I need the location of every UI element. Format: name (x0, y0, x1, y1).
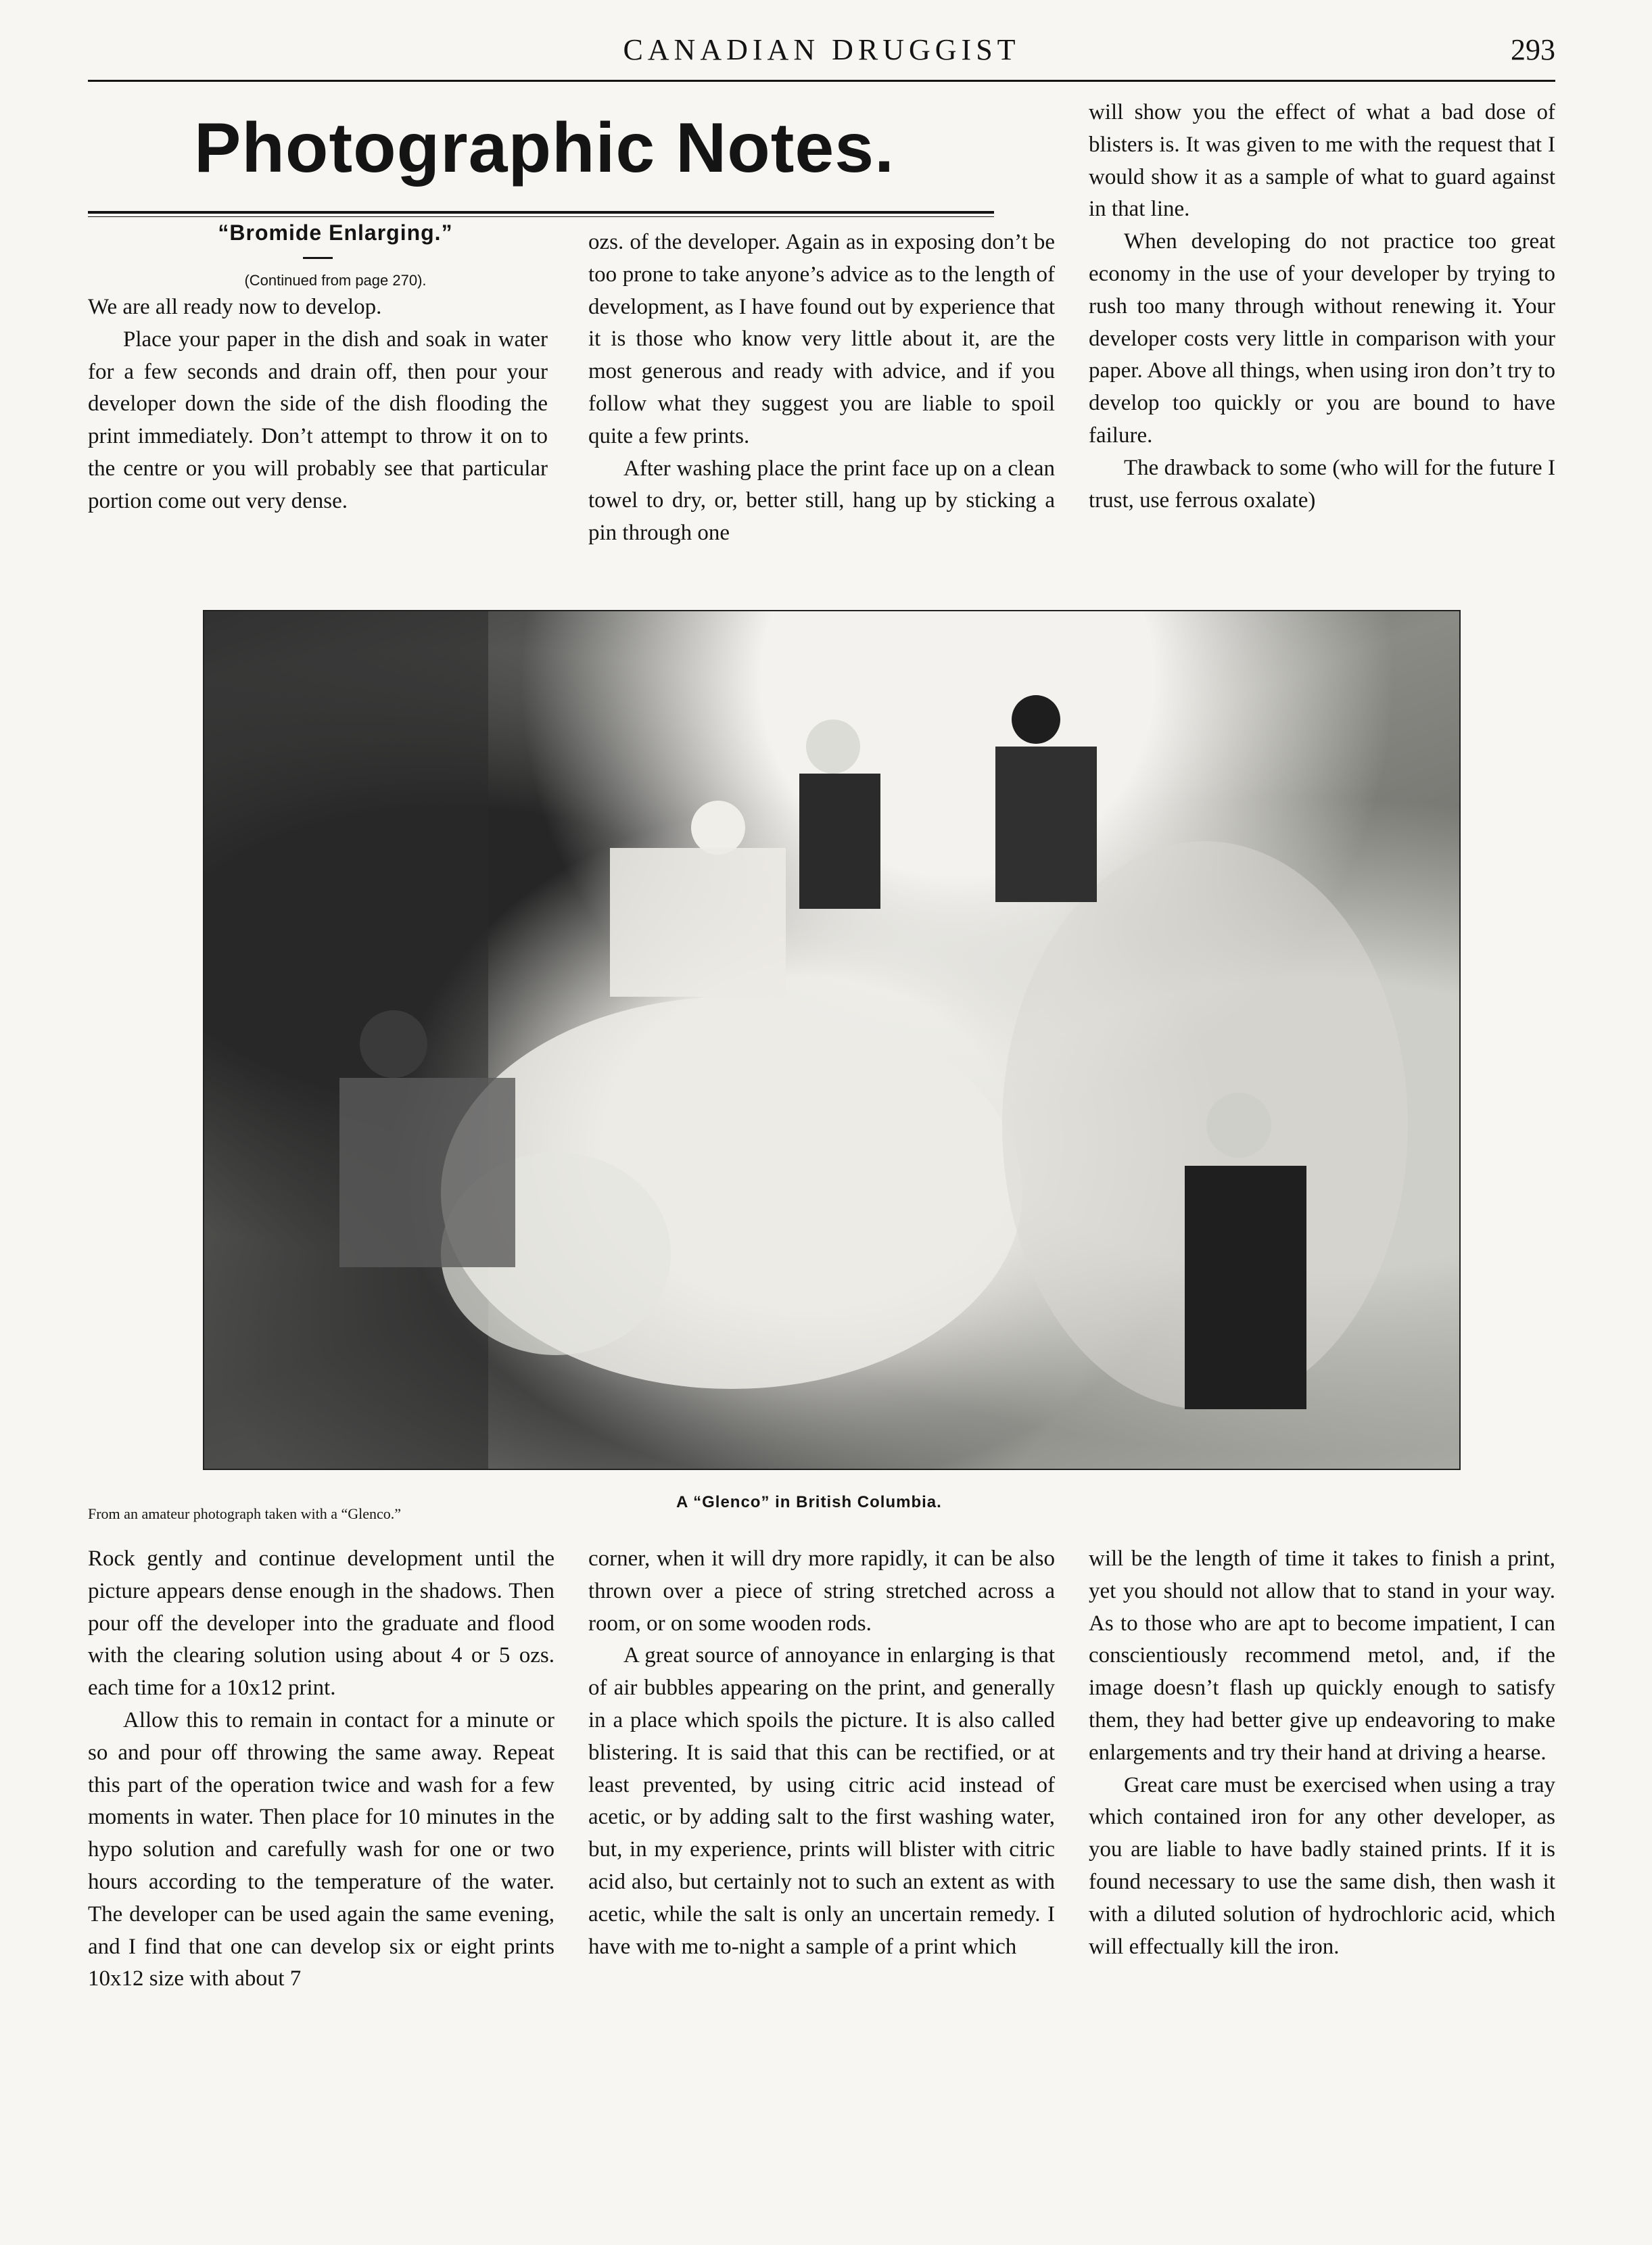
header-rule (88, 80, 1555, 82)
paragraph: will show you the effect of what a bad dose of blisters is. It was given to me with the request that I would show it as a sample of what to guard against in that line. (1089, 100, 1555, 222)
page-number: 293 (1511, 33, 1555, 66)
headline-rule (88, 211, 994, 214)
continued-note: (Continued from page 270). (244, 272, 427, 289)
running-header (88, 32, 1555, 73)
column-2-top (588, 227, 1055, 550)
paragraph: Great care must be exercised when using a tray which contained iron for any other developer, as you are liable to have badly stained prints. If it is found necessary to use the same dish, then wash it with a diluted solution of hydrochloric acid, which will effectually kill the iron. (1089, 1772, 1555, 1959)
halftone-photograph (203, 610, 1461, 1470)
column-3-bottom (1089, 1543, 1555, 1963)
column-2-bottom (588, 1543, 1055, 1963)
paragraph: corner, when it will dry more rapidly, it can be also thrown over a piece of string stretched across a room, or on some wooden rods. (588, 1546, 1055, 1636)
column-1-top (88, 218, 548, 518)
paragraph: Allow this to remain in contact for a minute or so and pour off throwing the same away. Repeat this part of the operation twice and wash for a few moments in water. Then place for 10 minutes in the hypo solution and carefully wash for one or two hours according to the temperature of the water. The developer can be used again the same evening, and I find that one can develop six or eight prints 10x12 size with about 7 (88, 1707, 554, 1991)
paragraph: ozs. of the developer. Again as in exposing don’t be too prone to take anyone’s advice as to the length of development, as I have found out by experience that it is those who know very little about it, are the most generous and ready with advice, and if you follow what they suggest you are liable to spoil quite a few prints. (588, 230, 1056, 448)
paragraph: After washing place the print face up on a clean towel to dry, or, better still, hang up by sticking a pin through one (588, 456, 1055, 546)
headline-rule-thin (88, 216, 994, 217)
column-1-bottom (88, 1543, 554, 1995)
paragraph: A great source of annoyance in enlarging is that of air bubbles appearing on the print, and generally in a place which spoils the picture. It is also called blistering. It is said that this can be rectified, or at least prevented, by using citric acid instead of acetic, or by adding salt to the first washing water, but, in my experience, prints will blister with citric acid also, but certainly not to such an extent as with acetic, while the salt is only an uncertain remedy. I have with me to-night a sample of a print which (588, 1643, 1055, 1959)
page-title: Photographic Notes. (194, 109, 895, 187)
figure-caption: A “Glenco” in British Columbia. (676, 1493, 942, 1511)
paragraph: will be the length of time it takes to finish a print, yet you should not allow that to stand in your way. As to those who are apt to become impatient, I can conscientiously recommend metol, and, if the image doesn’t flash up quickly enough to satisfy them, they had better give up endeavoring to make enlargements and try their hand at driving a hearse. (1089, 1546, 1555, 1765)
paragraph: We are all ready now to develop. (88, 295, 382, 319)
section-subhead: “Bromide Enlarging.” (218, 220, 453, 245)
picnic-scene-illustration (204, 611, 1459, 1469)
paragraph: The drawback to some (who will for the future I trust, use ferrous oxalate) (1089, 455, 1555, 513)
paragraph: Place your paper in the dish and soak in water for a few seconds and drain off, then pour your developer down the side of the dish flooding the print immediately. Don’t attempt to throw it on to the centre or you will probably see that particular portion come out very dense. (88, 327, 548, 513)
running-title: CANADIAN DRUGGIST (623, 33, 1020, 66)
paragraph: Rock gently and continue development until the picture appears dense enough in the shadows. Then pour off the developer into the graduate and flood with the clearing solution using about 4 or 5 ozs. each time for a 10x12 print. (88, 1546, 554, 1701)
paragraph: When developing do not practice too great economy in the use of your developer by trying to rush too many through without renewing it. Your developer costs very little in comparison with your paper. Above all things, when using iron don’t try to develop too quickly or you are bound to have failure. (1089, 229, 1555, 448)
subhead-dash (303, 257, 333, 259)
photo-credit: From an amateur photograph taken with a “Glenco.” (88, 1505, 402, 1522)
column-3-top (1089, 97, 1555, 517)
